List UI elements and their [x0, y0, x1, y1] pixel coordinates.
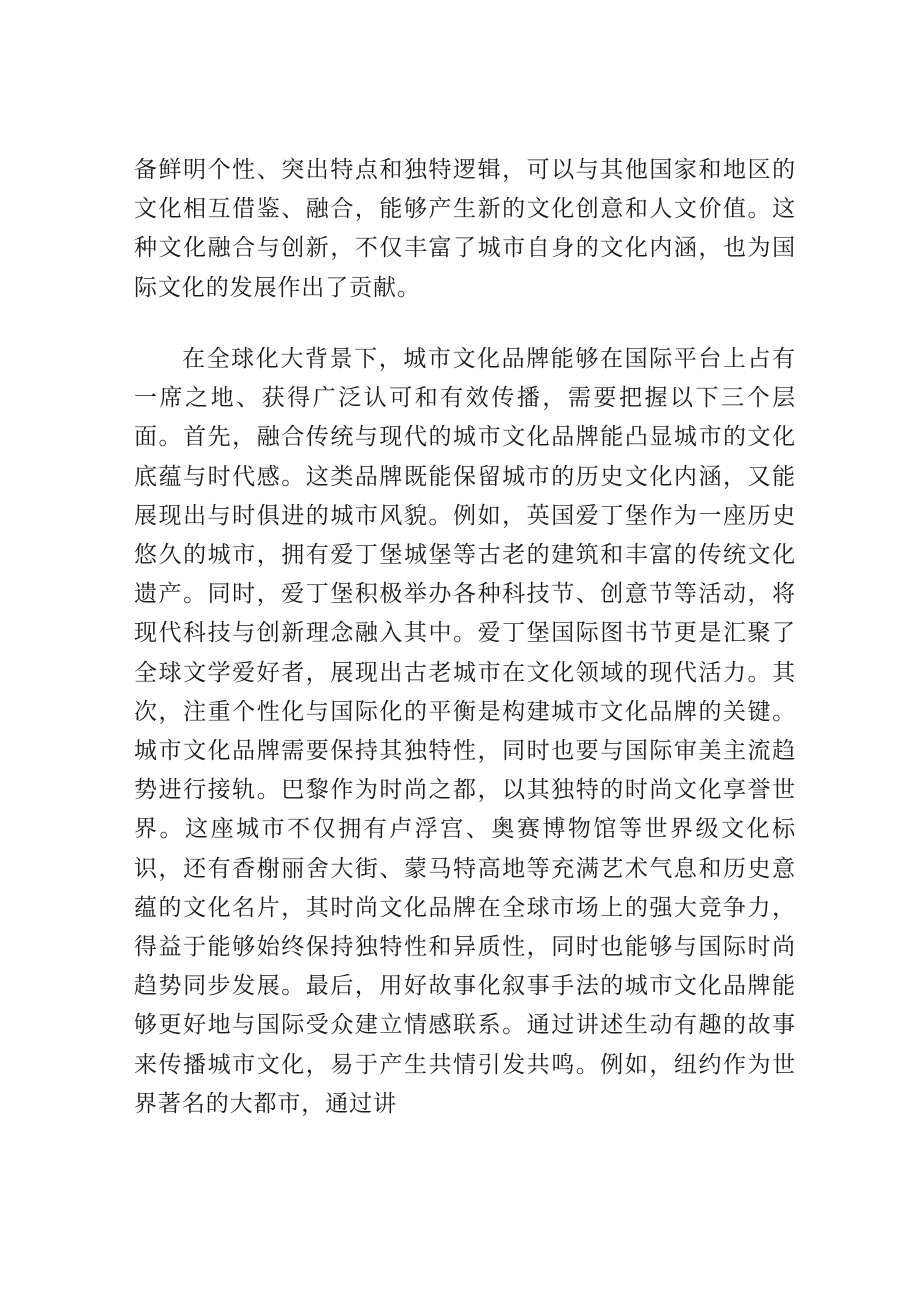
paragraph-continuation: 备鲜明个性、突出特点和独特逻辑，可以与其他国家和地区的文化相互借鉴、融合，能够产生新的文化创意和人文价值。这种文化融合与创新，不仅丰富了城市自身的文化内涵，也为国际文化的发展作出了贡献。 [134, 157, 796, 301]
paragraph-globalization-city-brand: 在全球化大背景下，城市文化品牌能够在国际平台上占有一席之地、获得广泛认可和有效传播，需要把握以下三个层面。首先，融合传统与现代的城市文化品牌能凸显城市的文化底蕴与时代感。这类品牌既能保留城市的历史文化内涵，又能展现出与时俱进的城市风貌。例如，英国爱丁堡作为一座历史悠久的城市，拥有爱丁堡城堡等古老的建筑和丰富的传统文化遗产。同时，爱丁堡积极举办各种科技节、创意节等活动，将现代科技与创新理念融入其中。爱丁堡国际图书节更是汇聚了全球文学爱好者，展现出古老城市在文化领域的现代活力。其次，注重个性化与国际化的平衡是构建城市文化品牌的关键。城市文化品牌需要保持其独特性，同时也要与国际审美主流趋势进行接轨。巴黎作为时尚之都，以其独特的时尚文化享誉世界。这座城市不仅拥有卢浮宫、奥赛博物馆等世界级文化标识，还有香榭丽舍大街、蒙马特高地等充满艺术气息和历史意蕴的文化名片，其时尚文化品牌在全球市场上的强大竞争力，得益于能够始终保持独特性和异质性，同时也能够与国际时尚趋势同步发展。最后，用好故事化叙事手法的城市文化品牌能够更好地与国际受众建立情感联系。通过讲述生动有趣的故事来传播城市文化，易于产生共情引发共鸣。例如，纽约作为世界著名的大都市，通过讲 [134, 346, 796, 1117]
